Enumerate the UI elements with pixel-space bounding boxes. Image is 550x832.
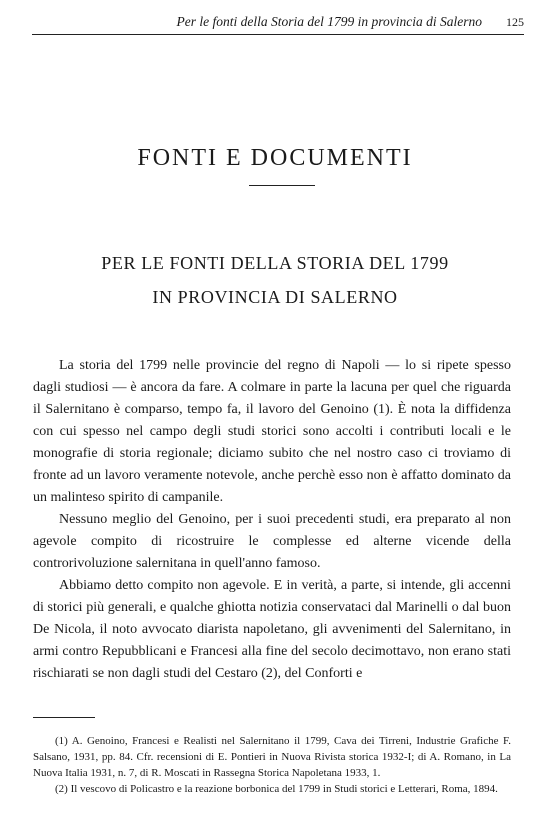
section-title: FONTI E DOCUMENTI: [137, 145, 413, 171]
paragraph: Nessuno meglio del Genoino, per i suoi precedenti studi, era preparato al non agevole compito di ricostruire le complesse ed alterne vicende della controrivoluzione salernitana in quell'anno famoso.: [33, 512, 511, 571]
article-title-line-1: PER LE FONTI DELLA STORIA DEL 1799: [101, 253, 449, 273]
article-title: [0, 246, 550, 314]
page-number: 125: [506, 15, 524, 29]
title-divider: [249, 185, 315, 186]
article-body: [33, 355, 511, 685]
paragraph: Abbiamo detto compito non agevole. E in verità, a parte, si intende, gli accenni di storici più generali, e qualche ghiotta notizia conservataci dal Marinelli o dal buon De Nicola, il noto avvocato diarista napoletano, gli avvenimenti del Salernitano, in armi contro Repubblicani e Francesi alla fine del secolo decimottavo, non erano stati rischiarati se non dagli studi del Cestaro (2), del Conforti e: [33, 578, 511, 681]
footnotes: [33, 733, 511, 797]
article-title-line-2: IN PROVINCIA DI SALERNO: [152, 287, 398, 307]
footnote: (2) Il vescovo di Policastro e la reazione borbonica del 1799 in Studi storici e Letterari, Roma, 1894.: [55, 783, 498, 795]
footnote: (1) A. Genoino, Francesi e Realisti nel Salernitano il 1799, Cava dei Tirreni, Industrie Grafiche F. Salsano, 1931, pp. 84. Cfr. recensioni di E. Pontieri in Nuova Rivista storica 1932-I; di A. Romano, in La Nuova Italia 1931, n. 7, di R. Moscati in Rassegna Storica Napoletana 1933, 1.: [33, 735, 511, 779]
footnote-divider: [33, 717, 95, 718]
running-header: [32, 14, 524, 35]
running-title: Per le fonti della Storia del 1799 in provincia di Salerno: [176, 14, 482, 29]
paragraph: La storia del 1799 nelle provincie del regno di Napoli — lo si ripete spesso dagli studiosi — è ancora da fare. A colmare in parte la lacuna per quel che riguarda il Salernitano è comparso, tempo fa, il lavoro del Genoino (1). È nota la diffidenza con cui spesso nel campo degli studi storici sono accolti i contributi locali e le monografie di storia regionale; diciamo subito che nel nostro caso ci troviamo di fronte ad un lavoro veramente notevole, anche perchè esso non è affatto dominato da un malinteso spirito di campanile.: [33, 358, 511, 505]
